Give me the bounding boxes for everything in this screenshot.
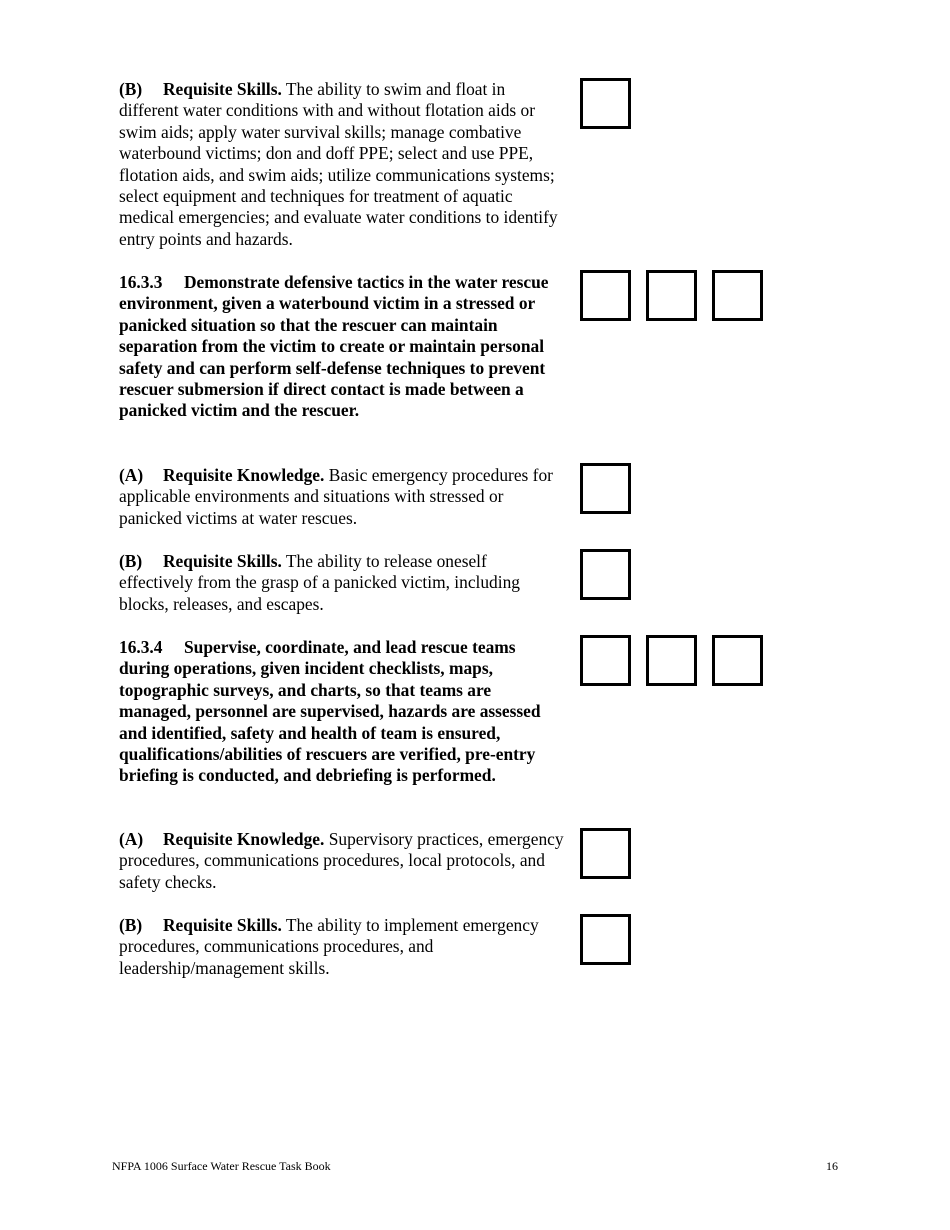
signoff-checkbox[interactable] <box>712 635 763 686</box>
jpr-text: Supervise, coordinate, and lead rescue teams during operations, given incident checklists, maps, topographic surveys, and charts, so that teams are managed, personnel are supervised, hazards are assessed and identified, safety and health of team is ensured, qualifications/abilities of rescuers are verified, pre-entry briefing is conducted, and debriefing is performed. <box>119 637 541 786</box>
signoff-checkbox[interactable] <box>646 635 697 686</box>
section-label: (B) <box>119 551 143 571</box>
signoff-boxes-3 <box>580 463 631 514</box>
signoff-checkbox[interactable] <box>580 635 631 686</box>
section-heading: Requisite Knowledge. <box>163 829 325 849</box>
section-label: (B) <box>119 915 143 935</box>
signoff-checkbox[interactable] <box>580 914 631 965</box>
signoff-boxes-1 <box>580 78 631 129</box>
section-requisite-skills-2 <box>119 551 564 615</box>
section-text: The ability to implement emergency procedures, communications procedures, and leadership/management skills. <box>119 915 539 978</box>
signoff-checkbox[interactable] <box>580 463 631 514</box>
signoff-checkbox[interactable] <box>580 549 631 600</box>
section-heading: Requisite Knowledge. <box>163 465 325 485</box>
signoff-boxes-7 <box>580 914 631 965</box>
jpr-16-3-3 <box>119 272 564 422</box>
signoff-checkbox[interactable] <box>580 270 631 321</box>
section-text: The ability to swim and float in different water conditions with and without flotation aids or swim aids; apply water survival skills; manage combative waterbound victims; don and doff PPE; select and use PPE, flotation aids, and swim aids; utilize communications systems; select equipment and techniques for treatment of aquatic medical emergencies; and evaluate water conditions to identify entry points and hazards. <box>119 79 558 249</box>
section-heading: Requisite Skills. <box>163 915 282 935</box>
jpr-16-3-4 <box>119 637 564 787</box>
signoff-boxes-2 <box>580 270 763 321</box>
signoff-checkbox[interactable] <box>580 828 631 879</box>
page-number: 16 <box>826 1159 838 1173</box>
section-heading: Requisite Skills. <box>163 551 282 571</box>
section-heading: Requisite Skills. <box>163 79 282 99</box>
section-requisite-skills-3 <box>119 915 564 979</box>
section-text: The ability to release oneself effectively from the grasp of a panicked victim, including blocks, releases, and escapes. <box>119 551 520 614</box>
signoff-boxes-4 <box>580 549 631 600</box>
section-label: (B) <box>119 79 143 99</box>
section-requisite-knowledge-1 <box>119 465 564 529</box>
section-text: Supervisory practices, emergency procedures, communications procedures, local protocols, and safety checks. <box>119 829 564 892</box>
signoff-checkbox[interactable] <box>580 78 631 129</box>
footer-title: NFPA 1006 Surface Water Rescue Task Book <box>112 1159 331 1173</box>
section-text: Basic emergency procedures for applicable environments and situations with stressed or panicked victims at water rescues. <box>119 465 553 528</box>
jpr-number: 16.3.4 <box>119 637 163 657</box>
section-requisite-skills-1 <box>119 79 564 250</box>
section-label: (A) <box>119 829 144 849</box>
section-requisite-knowledge-2 <box>119 829 564 893</box>
signoff-boxes-6 <box>580 828 631 879</box>
signoff-boxes-5 <box>580 635 763 686</box>
section-label: (A) <box>119 465 144 485</box>
signoff-checkbox[interactable] <box>646 270 697 321</box>
signoff-checkbox[interactable] <box>712 270 763 321</box>
jpr-number: 16.3.3 <box>119 272 163 292</box>
jpr-text: Demonstrate defensive tactics in the water rescue environment, given a waterbound victim in a stressed or panicked situation so that the rescuer can maintain separation from the victim to create or maintain personal safety and can perform self-defense techniques to prevent rescuer submersion if direct contact is made between a panicked victim and the rescuer. <box>119 272 549 421</box>
